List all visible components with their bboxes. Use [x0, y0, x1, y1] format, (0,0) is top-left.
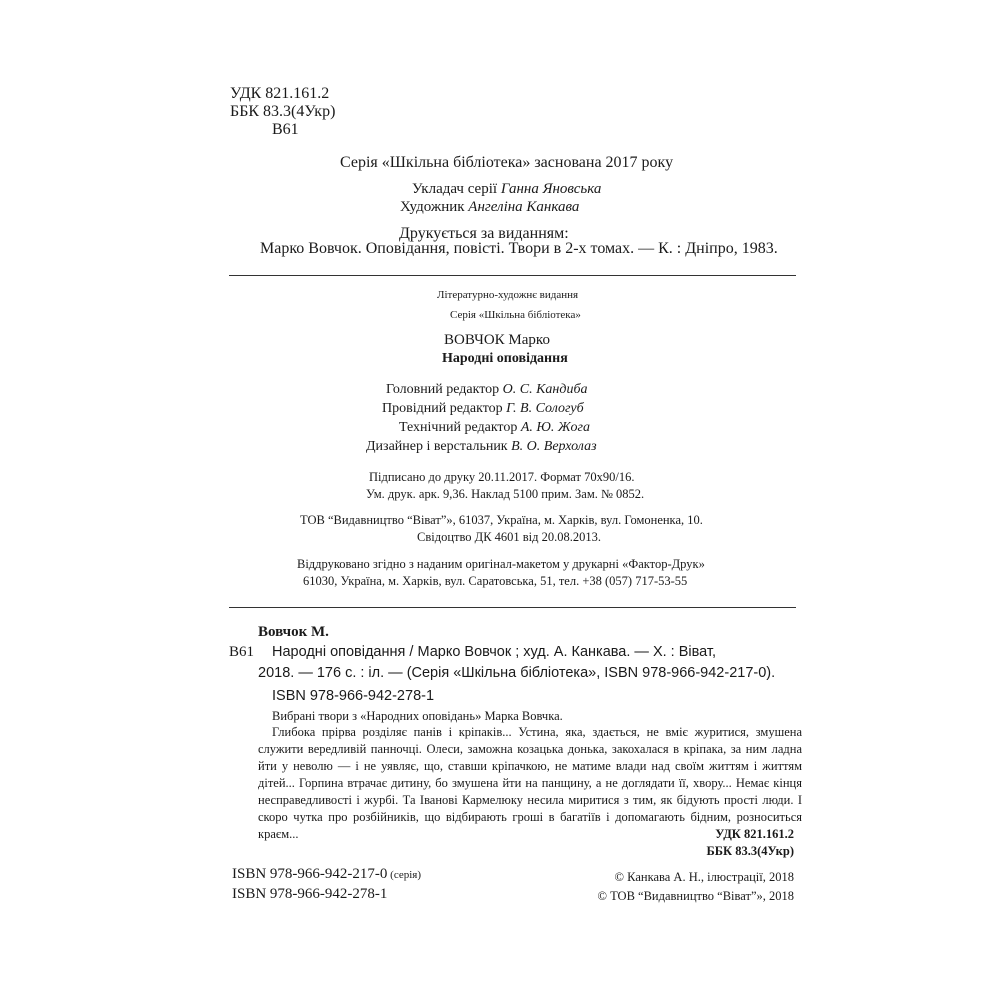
isbn-series-number: ISBN 978-966-942-217-0 — [232, 866, 388, 882]
copyright-illustrations: © Канкава А. Н., ілюстрації, 2018 — [614, 870, 794, 884]
bbk-code: ББК 83.3(4Укр) — [230, 103, 336, 120]
catalog-code: В61 — [229, 644, 255, 660]
catalog-udk: УДК 821.161.2 — [715, 827, 794, 841]
catalog-bbk: ББК 83.3(4Укр) — [706, 844, 794, 858]
series-compiler-name: Ганна Яновська — [500, 181, 602, 197]
isbn-series — [232, 867, 421, 882]
annotation-text: Глибока прірва розділяє панів і кріпаків... Устина, яка, здається, не вміє журитися, змушена служити вередливій панночці. Олеси, заможна козацька донька, закохалася в кріпака, за ним ладна йти у неволю — і не уявляє, що, ставши кріпачкою, не матиме влади над своїм життям і життям дітей... Горпина втрачає дитину, бо змушена йти на панщину, а не доглядати її, хвору... Немає кінця несправедливості і журбі. Та Івановi Кармелюку несила миритися з тим, як бідують прості люди. І скоро чутка про розбійників, що відбирають гроші в багатіїв і допомагають бідним, розноситься краєм... — [258, 725, 802, 841]
printed-from-label: Друкується за виданням: — [399, 225, 569, 242]
print-info-line: Підписано до друку 20.11.2017. Формат 70х90/16. — [369, 470, 635, 484]
editor-line — [382, 402, 584, 416]
printed-from-source: Марко Вовчок. Оповідання, повісті. Твори в 2-х томах. — К. : Дніпро, 1983. — [260, 240, 778, 257]
series-compiler-label: Укладач серії — [412, 181, 501, 197]
editor-role: Головний редактор — [386, 382, 503, 397]
editor-name: А. Ю. Жога — [520, 420, 590, 435]
middle-divider — [229, 607, 796, 608]
imprint-title: Народні оповідання — [442, 351, 568, 366]
annotation-intro: Вибрані твори з «Народних оповідань» Марка Вовчка. — [272, 709, 563, 723]
catalog-description-line: 2018. — 176 с. : іл. — (Серія «Шкільна бібліотека», ISBN 978-966-942-217-0). — [258, 665, 776, 681]
series-founded-note: Серія «Шкільна бібліотека» заснована 2017 року — [340, 154, 674, 171]
editor-role: Технічний редактор — [399, 420, 521, 435]
editor-line — [386, 383, 588, 397]
artist-label: Художник — [400, 199, 469, 215]
printer-line: 61030, Україна, м. Харків, вул. Саратовська, 51, тел. +38 (057) 717-53-55 — [303, 574, 688, 588]
catalog-isbn: ISBN 978-966-942-278-1 — [272, 688, 435, 704]
author-sign-code: В61 — [272, 121, 299, 138]
udk-code: УДК 821.161.2 — [230, 85, 330, 102]
artist-credit — [400, 200, 579, 215]
editor-name: В. О. Верхолаз — [511, 439, 597, 454]
edition-type: Літературно-художнє видання — [437, 289, 579, 301]
publisher-line: Свідоцтво ДК 4601 від 20.08.2013. — [417, 530, 602, 544]
series-compiler — [412, 182, 601, 197]
artist-name: Ангеліна Канкава — [468, 199, 580, 215]
editor-line — [366, 440, 597, 454]
editor-role: Провідний редактор — [382, 401, 507, 416]
top-divider — [229, 275, 796, 276]
editor-name: Г. В. Сологуб — [506, 401, 584, 416]
isbn-book: ISBN 978-966-942-278-1 — [232, 886, 388, 902]
isbn-series-note: (серія) — [387, 869, 421, 881]
copyright-publisher: © ТОВ “Видавництво “Віват”», 2018 — [597, 889, 794, 903]
catalog-author-heading: Вовчок М. — [258, 624, 329, 640]
imprint-author: ВОВЧОК Марко — [444, 332, 550, 348]
editor-line — [399, 421, 590, 435]
printer-line: Віддруковано згідно з наданим оригінал-макетом у друкарні «Фактор-Друк» — [297, 557, 705, 571]
editor-name: О. С. Кандиба — [502, 382, 588, 397]
editor-role: Дизайнер і верстальник — [366, 439, 512, 454]
publisher-line: ТОВ “Видавництво “Віват”», 61037, Україна, м. Харків, вул. Гомоненка, 10. — [300, 513, 703, 527]
print-info-line: Ум. друк. арк. 9,36. Наклад 5100 прим. Зам. № 0852. — [366, 487, 645, 501]
imprint-series: Серія «Шкільна бібліотека» — [450, 309, 581, 321]
catalog-description-line: Народні оповідання / Марко Вовчок ; худ. А. Канкава. — Х. : Віват, — [272, 644, 716, 660]
